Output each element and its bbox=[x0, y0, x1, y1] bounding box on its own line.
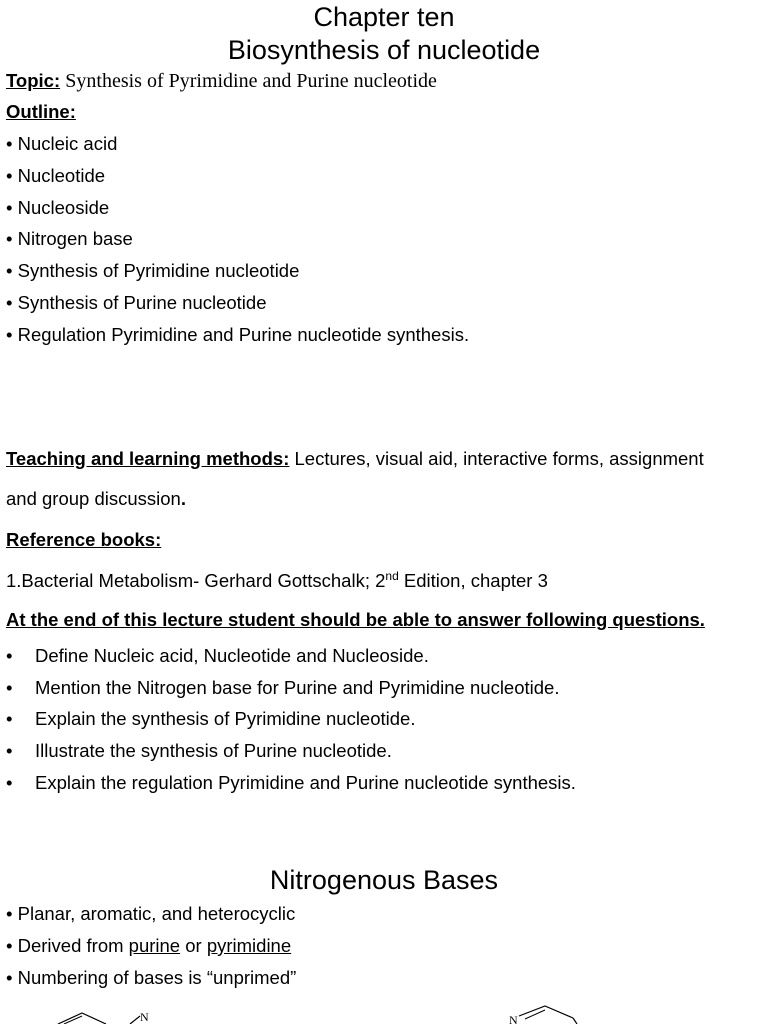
outline-item-text: Nucleic acid bbox=[17, 133, 118, 154]
bases-item-text-mid: or bbox=[180, 935, 207, 956]
chapter-heading: Chapter ten bbox=[313, 2, 455, 32]
page-title: Biosynthesis of nucleotide bbox=[227, 35, 541, 65]
outline-item bbox=[6, 165, 105, 187]
teaching-methods-line-2 bbox=[6, 488, 186, 510]
section-title: Nitrogenous Bases bbox=[269, 865, 499, 895]
topic-text: Synthesis of Pyrimidine and Purine nucleotide bbox=[65, 70, 437, 92]
bases-item-text: Numbering of bases is “unprimed” bbox=[17, 967, 297, 988]
bases-item bbox=[6, 967, 296, 989]
outline-item-text: Synthesis of Purine nucleotide bbox=[17, 292, 267, 313]
pyrimidine-structure-icon bbox=[505, 1004, 595, 1024]
objective-text: Define Nucleic acid, Nucleotide and Nucleoside. bbox=[35, 645, 429, 666]
outline-item bbox=[6, 133, 117, 155]
bases-item-text: Planar, aromatic, and heterocyclic bbox=[17, 903, 296, 924]
teaching-label: Teaching and learning methods: bbox=[6, 448, 290, 469]
purine-link[interactable]: purine bbox=[128, 935, 181, 956]
bullet-icon: • bbox=[6, 133, 13, 154]
topic-label: Topic: bbox=[6, 70, 61, 91]
bases-item-text: Derived from bbox=[17, 935, 129, 956]
ring-bond bbox=[519, 1006, 573, 1018]
purine-structure-icon bbox=[50, 1004, 170, 1024]
bullet-icon: • bbox=[6, 228, 13, 249]
teaching-period: . bbox=[180, 488, 186, 509]
outline-item bbox=[6, 324, 469, 346]
bullet-icon: • bbox=[6, 967, 13, 988]
ring-bond bbox=[58, 1013, 106, 1024]
objective-item bbox=[6, 645, 429, 667]
bullet-icon: • bbox=[6, 324, 13, 345]
bullet-icon: • bbox=[6, 708, 13, 729]
objectives-heading: At the end of this lecture student should be able to answer following questions. bbox=[6, 609, 705, 630]
reference-superscript: nd bbox=[385, 569, 399, 583]
objective-text: Explain the synthesis of Pyrimidine nucleotide. bbox=[35, 708, 416, 729]
nitrogen-atom-label: N bbox=[140, 1010, 149, 1024]
outline-item-text: Nucleotide bbox=[17, 165, 106, 186]
reference-text-suffix: Edition, chapter 3 bbox=[398, 570, 548, 592]
pyrimidine-link[interactable]: pyrimidine bbox=[206, 935, 292, 956]
bullet-icon: • bbox=[6, 260, 13, 281]
bullet-icon: • bbox=[6, 903, 13, 924]
objective-item bbox=[6, 677, 559, 699]
outline-item bbox=[6, 197, 109, 219]
bullet-icon: • bbox=[6, 165, 13, 186]
bullet-icon: • bbox=[6, 935, 13, 956]
objective-item bbox=[6, 708, 415, 730]
teaching-text-2: and group discussion bbox=[6, 488, 181, 509]
bases-item bbox=[6, 903, 295, 925]
reference-text: 1.Bacterial Metabolism- Gerhard Gottschalk; 2 bbox=[6, 570, 386, 592]
bullet-icon: • bbox=[6, 772, 13, 793]
outline-item-text: Regulation Pyrimidine and Purine nucleotide synthesis. bbox=[17, 324, 470, 345]
objective-text: Mention the Nitrogen base for Purine and Pyrimidine nucleotide. bbox=[35, 677, 560, 698]
outline-item-text: Synthesis of Pyrimidine nucleotide bbox=[17, 260, 300, 281]
ring-bond bbox=[130, 1016, 140, 1024]
bullet-icon: • bbox=[6, 740, 13, 761]
ring-bond bbox=[525, 1010, 545, 1019]
bases-item bbox=[6, 935, 291, 957]
bullet-icon: • bbox=[6, 677, 13, 698]
outline-item-text: Nitrogen base bbox=[17, 228, 133, 249]
bullet-icon: • bbox=[6, 292, 13, 313]
topic-line bbox=[6, 70, 437, 93]
outline-item bbox=[6, 260, 299, 282]
nitrogen-atom-label: N bbox=[509, 1013, 518, 1024]
outline-item bbox=[6, 228, 133, 250]
objective-item bbox=[6, 772, 576, 794]
teaching-methods-line bbox=[6, 448, 704, 470]
outline-item-text: Nucleoside bbox=[17, 197, 110, 218]
objective-text: Explain the regulation Pyrimidine and Purine nucleotide synthesis. bbox=[35, 772, 576, 793]
bullet-icon: • bbox=[6, 645, 13, 666]
reference-item bbox=[6, 569, 548, 592]
reference-books-label: Reference books: bbox=[6, 529, 162, 550]
objective-item bbox=[6, 740, 392, 762]
outline-item bbox=[6, 292, 267, 314]
teaching-text: Lectures, visual aid, interactive forms, assignment bbox=[294, 448, 704, 469]
objective-text: Illustrate the synthesis of Purine nucleotide. bbox=[35, 740, 392, 761]
ring-bond bbox=[573, 1018, 577, 1024]
bullet-icon: • bbox=[6, 197, 13, 218]
outline-label: Outline: bbox=[6, 101, 76, 122]
